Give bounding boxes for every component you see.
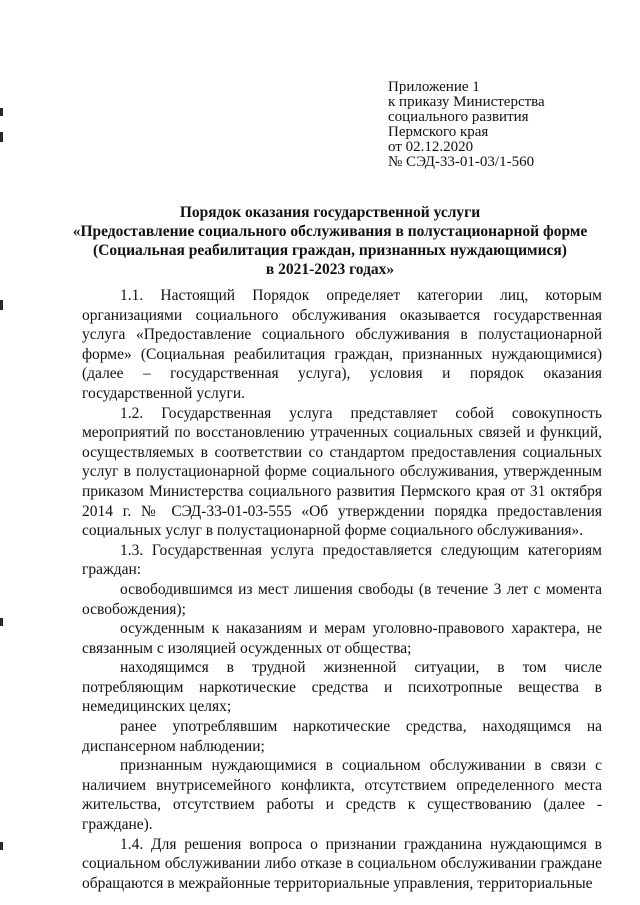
category-item: признанным нуждающимися в социальном обслуживании в связи с наличием внутрисемейного конфликта, отсутствием определенного места жительства, отсутствием работы и средств к существованию (далее - граждане). [82, 757, 602, 834]
scan-edge-mark [0, 842, 3, 850]
paragraph-1-4: 1.4. Для решения вопроса о признании гражданина нуждающимся в социальном обслуживании либо отказе в социальном обслуживании граждане обращаются в межрайонные территориальные управления, территориальные [82, 835, 602, 892]
paragraph-1-3: 1.3. Государственная услуга предоставляется следующим категориям граждан: [82, 541, 602, 579]
appendix-line: социального развития [388, 109, 529, 125]
appendix-line: № СЭД-33-01-03/1-560 [388, 154, 535, 170]
paragraph-1-1: 1.1. Настоящий Порядок определяет категории лиц, которым организациями социального обслуживания оказывается государственная услуга «Предоставление социального обслуживания в полустационарной форме» (Социальная реабилитация граждан, признанных нуждающимися) (далее – государственная услуга), условия и порядок оказания государственной услуги. [82, 287, 602, 402]
title-line: «Предоставление социального обслуживания в полустационарной форме [72, 223, 588, 240]
appendix-line: Приложение 1 [388, 79, 480, 95]
category-item: ранее употреблявшим наркотические средства, находящимся на диспансерном наблюдении; [82, 718, 602, 755]
scan-edge-mark [0, 132, 3, 142]
appendix-line: от 02.12.2020 [388, 139, 474, 155]
appendix-block [388, 80, 545, 170]
paragraph-1-2: 1.2. Государственная услуга представляет собой совокупность мероприятий по восстановлению утраченных социальных связей и функций, осуществляемых в соответствии со стандартом предоставления социальных услуг в полустационарной форме социального обслуживания, утвержденным приказом Министерства социального развития Пермского края от 31 октября 2014 г. № СЭД-33-01-03-555 «Об утверждении порядка предоставления социальных услуг в полустационарной форме социального обслуживания». [82, 404, 602, 540]
title-line: Порядок оказания государственной услуги [179, 204, 481, 221]
category-item: находящимся в трудной жизненной ситуации, в том числе потребляющим наркотические средства и психотропные вещества в немедицинских целях; [82, 659, 602, 716]
title-line: в 2021-2023 годах» [265, 261, 395, 278]
scan-edge-mark [0, 108, 3, 116]
category-item: освободившимся из мест лишения свободы (в течение 3 лет с момента освобождения); [82, 580, 602, 618]
scan-edge-mark [0, 618, 3, 626]
document-body [82, 286, 602, 893]
appendix-line: Пермского края [388, 124, 489, 140]
title-line: (Социальная реабилитация граждан, признанных нуждающимися) [93, 242, 567, 259]
category-item: осужденным к наказаниям и мерам уголовно-правового характера, не связанным с изоляцией осужденных от общества; [82, 620, 602, 657]
scan-edge-mark [0, 300, 3, 310]
document-title [60, 203, 600, 279]
appendix-line: к приказу Министерства [388, 94, 545, 110]
